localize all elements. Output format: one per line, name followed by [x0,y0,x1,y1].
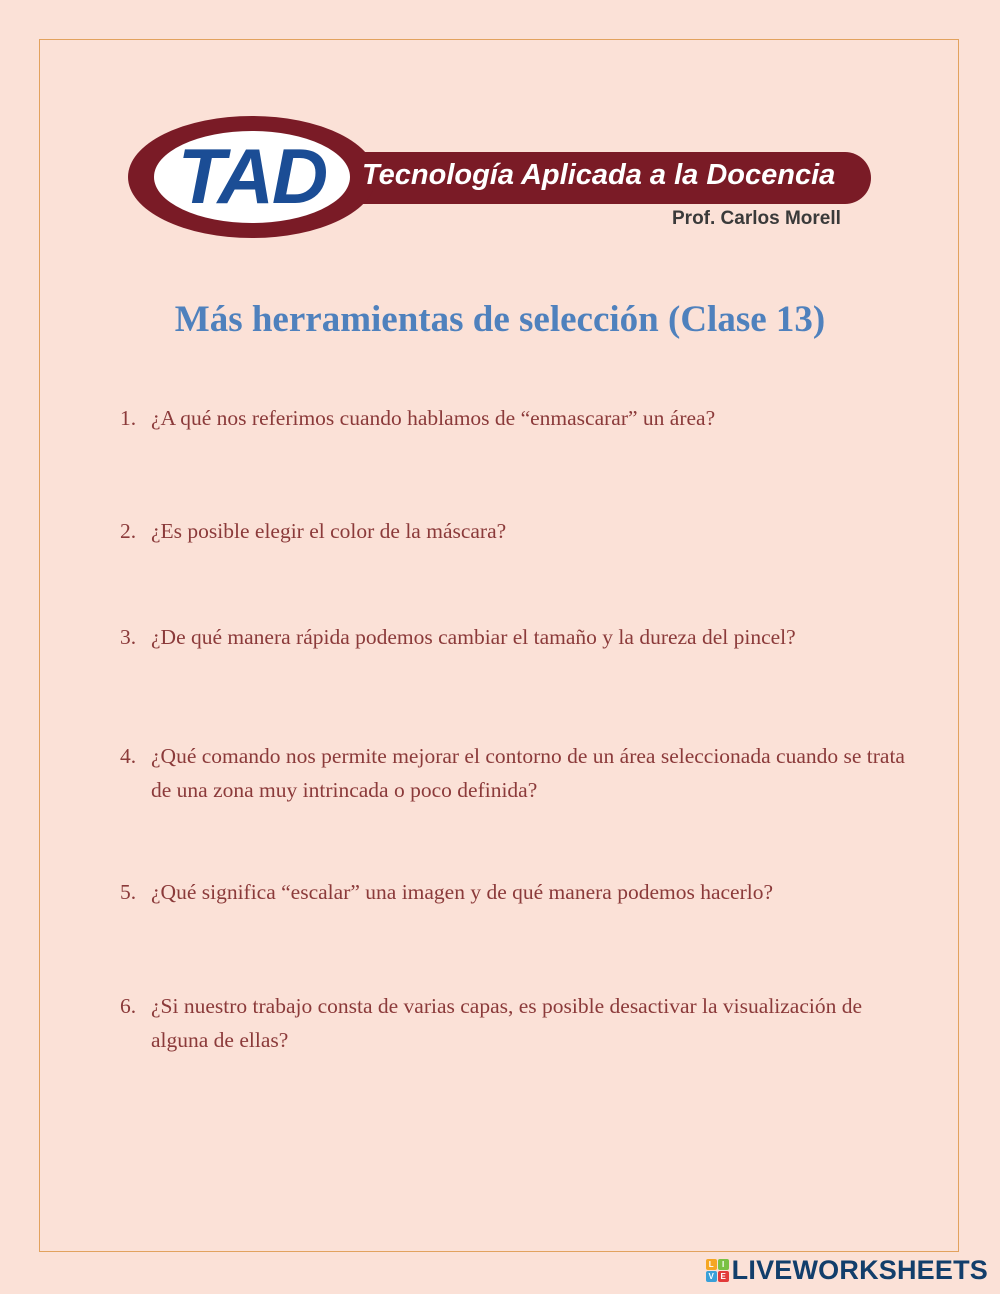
question-text: ¿Qué significa “escalar” una imagen y de qué manera podemos hacerlo? [151,880,774,904]
question-text: ¿A qué nos referimos cuando hablamos de “enmascarar” un área? [151,406,716,430]
question-item [120,620,920,654]
logo-letters: TAD [177,132,327,220]
question-item [120,989,920,1057]
question-number: 2. [120,519,137,543]
question-text: ¿Qué comando nos permite mejorar el contorno de un área seleccionada cuando se trata de una zona muy intrincada o poco definida? [151,744,905,802]
question-text: ¿Si nuestro trabajo consta de varias capas, es posible desactivar la visualización de alguna de ellas? [151,994,863,1052]
liveworksheets-text: LIVEWORKSHEETS [731,1255,988,1285]
question-text: ¿De qué manera rápida podemos cambiar el tamaño y la dureza del pincel? [151,625,796,649]
question-item [120,514,920,548]
question-number: 5. [120,880,137,904]
question-number: 4. [120,744,137,768]
lw-cell: I [718,1259,729,1270]
lw-cell: L [706,1259,717,1270]
lw-cell: V [706,1271,717,1282]
question-number: 6. [120,994,137,1018]
question-item [120,401,920,435]
question-item [120,875,920,909]
logo-author: Prof. Carlos Morell [672,208,841,229]
page-title: Más herramientas de selección (Clase 13) [174,299,826,340]
liveworksheets-icon [706,1259,729,1282]
question-item [120,739,920,807]
liveworksheets-brand[interactable] [706,1256,988,1284]
logo-tagline: Tecnología Aplicada a la Docencia [362,159,836,191]
question-number: 3. [120,625,137,649]
question-text: ¿Es posible elegir el color de la máscara? [151,519,507,543]
question-number: 1. [120,406,137,430]
lw-cell: E [718,1271,729,1282]
tad-logo [126,114,876,240]
